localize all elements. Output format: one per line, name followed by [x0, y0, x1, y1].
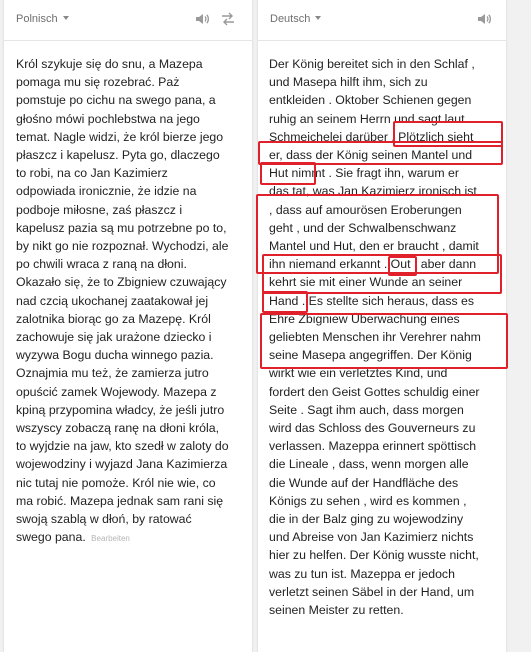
highlight-box [262, 254, 502, 294]
translation-text: Der König bereitet sich in den Schlaf , und Masepa hilft ihm, sich zu entkleiden . Oktober Schienen gegen ruhig an seinem Herrn und sagt laut Schmeichelei darüber . Plötzlich sieht er, dass der König seinen Mantel und Hut nimmt . Sie fragt ihn, warum er das tat, was Jan Kazimierz ironisch ist , dass auf amourösen Eroberungen geht , und der Schwalbenschwanz Mantel und Hut, den er braucht , damit ihn niemand erkannt . Out , aber dann kehrt sie mit einer Wunde an seiner Hand . Es stellte sich heraus, dass es Ehre Zbigniew Überwachung eines geliebten Menschen ihr Verehrer nahm seine Masepa angegriffen. Der König wirkt wie ein verletztes Kind, und fordert den Geist Gottes schuldig einer Seite . Sagt ihm auch, dass morgen wird das Schloss des Gouverneurs zu verlassen. Mazeppa erinnert spöttisch die Lineale , dass, wenn morgen alle die Wunde auf der Handfläche des Königs zu sehen , wird es kommen , die in der Balz ging zu wojewodziny und Abreise von Jan Kazimierz nichts hier zu helfen. Der König wusste nicht, was zu tun ist. Mazeppa er jedoch verletzt seinen Säbel in der Hand, um seinen Meister zu retten. [269, 57, 481, 618]
speaker-icon[interactable] [476, 11, 492, 27]
source-text[interactable] [16, 55, 241, 548]
source-toolbar [4, 0, 252, 41]
highlight-box [262, 291, 308, 313]
edit-link[interactable]: Bearbeiten [91, 534, 130, 544]
source-text-content: Król szykuje się do snu, a Mazepa pomaga mu się rozebrać. Paż pomstuje po cichu na swego pana, a głośno mówi pochlebstwa na jego temat. Nagle widzi, że król bierze jego płaszcz i kapelusz. Pyta go, dlaczego to robi, na co Jan Kazimierz odpowiada ironicznie, że idzie na podboje miłosne, zaś płaszcz i kapelusz pazia są mu potrzebne po to, by nikt go nie rozpoznał. Wychodzi, ale po chwili wraca z raną na dłoni. Okazało się, że to Zbigniew czuwający nad czcią ukochanej zaatakował jej zalotnika biorąc go za Mazepę. Król zachowuje się jak urażone dziecko i wyzywa Bogu ducha winnego pazia. Oznajmia mu też, że zamierza jutro opuścić zamek Wojewody. Mazepa z kpiną przypomina władcy, że jeśli jutro wszyscy zobaczą ranę na dłoni króla, to wyjdzie na jaw, kto szedł w zaloty do wojewodziny i wyjazd Jana Kazimierza nic tutaj nie pomoże. Król nie wie, co ma robić. Mazepa jednak sam rani się swoją szablą w dłoń, by ratować swego pana. [16, 57, 229, 545]
target-toolbar [258, 0, 506, 41]
target-language-label: Deutsch [270, 13, 311, 25]
chevron-down-icon [315, 16, 321, 20]
speaker-icon[interactable] [194, 11, 210, 27]
chevron-down-icon [63, 16, 69, 20]
target-language-selector[interactable] [270, 13, 321, 25]
source-panel [4, 0, 252, 652]
highlight-box [260, 313, 508, 369]
swap-languages-icon[interactable] [220, 11, 236, 27]
source-language-label: Polnisch [16, 13, 58, 25]
highlight-box [260, 162, 316, 185]
source-language-selector[interactable] [16, 13, 69, 25]
